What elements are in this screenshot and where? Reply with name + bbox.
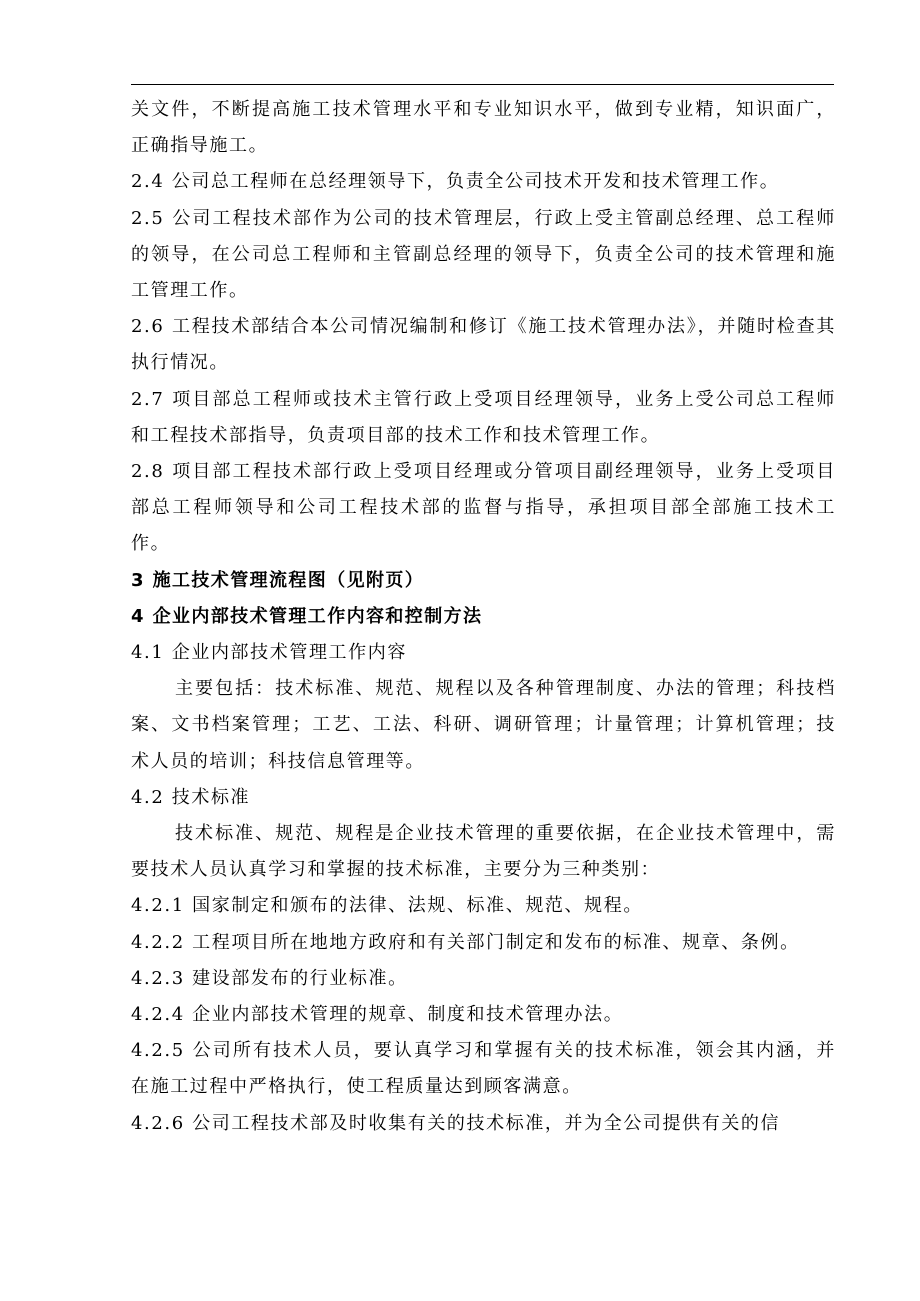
paragraph: 2.4 公司总工程师在总经理领导下，负责全公司技术开发和技术管理工作。 — [131, 171, 780, 193]
section-heading: 4 企业内部技术管理工作内容和控制方法 — [131, 605, 483, 627]
paragraph: 2.8 项目部工程技术部行政上受项目经理或分管项目副经理领导，业务上受项目部总工程师领导和公司工程技术部的监督与指导，承担项目部全部施工技术工作。 — [131, 461, 836, 555]
paragraph: 4.2.2 工程项目所在地地方政府和有关部门制定和发布的标准、规章、条例。 — [131, 931, 800, 953]
paragraph: 4.2.5 公司所有技术人员，要认真学习和掌握有关的技术标准，领会其内涵，并在施工过程中严格执行，使工程质量达到顾客满意。 — [131, 1040, 836, 1098]
paragraph: 2.6 工程技术部结合本公司情况编制和修订《施工技术管理办法》，并随时检查其执行情况。 — [131, 316, 836, 374]
paragraph: 关文件，不断提高施工技术管理水平和专业知识水平，做到专业精，知识面广，正确指导施工。 — [131, 99, 836, 157]
section-heading: 3 施工技术管理流程图（见附页） — [131, 569, 425, 591]
paragraph: 4.2.6 公司工程技术部及时收集有关的技术标准，并为全公司提供有关的信 — [131, 1112, 781, 1134]
paragraph: 4.2.1 国家制定和颁布的法律、法规、标准、规范、规程。 — [131, 895, 643, 917]
header-rule — [131, 84, 834, 85]
paragraph: 4.2.4 企业内部技术管理的规章、制度和技术管理办法。 — [131, 1004, 624, 1026]
document-body — [131, 92, 836, 1142]
paragraph: 2.7 项目部总工程师或技术主管行政上受项目经理领导，业务上受公司总工程师和工程技术部指导，负责项目部的技术工作和技术管理工作。 — [131, 388, 836, 446]
paragraph: 4.2.3 建设部发布的行业标准。 — [131, 967, 408, 989]
paragraph: 4.1 企业内部技术管理工作内容 — [131, 642, 407, 664]
paragraph: 技术标准、规范、规程是企业技术管理的重要依据，在企业技术管理中，需要技术人员认真学习和掌握的技术标准，主要分为三种类别： — [131, 823, 836, 881]
paragraph: 4.2 技术标准 — [131, 786, 251, 808]
paragraph: 主要包括：技术标准、规范、规程以及各种管理制度、办法的管理；科技档案、文书档案管理；工艺、工法、科研、调研管理；计量管理；计算机管理；技术人员的培训；科技信息管理等。 — [131, 678, 836, 772]
paragraph: 2.5 公司工程技术部作为公司的技术管理层，行政上受主管副总经理、总工程师的领导，在公司总工程师和主管副总经理的领导下，负责全公司的技术管理和施工管理工作。 — [131, 207, 836, 302]
